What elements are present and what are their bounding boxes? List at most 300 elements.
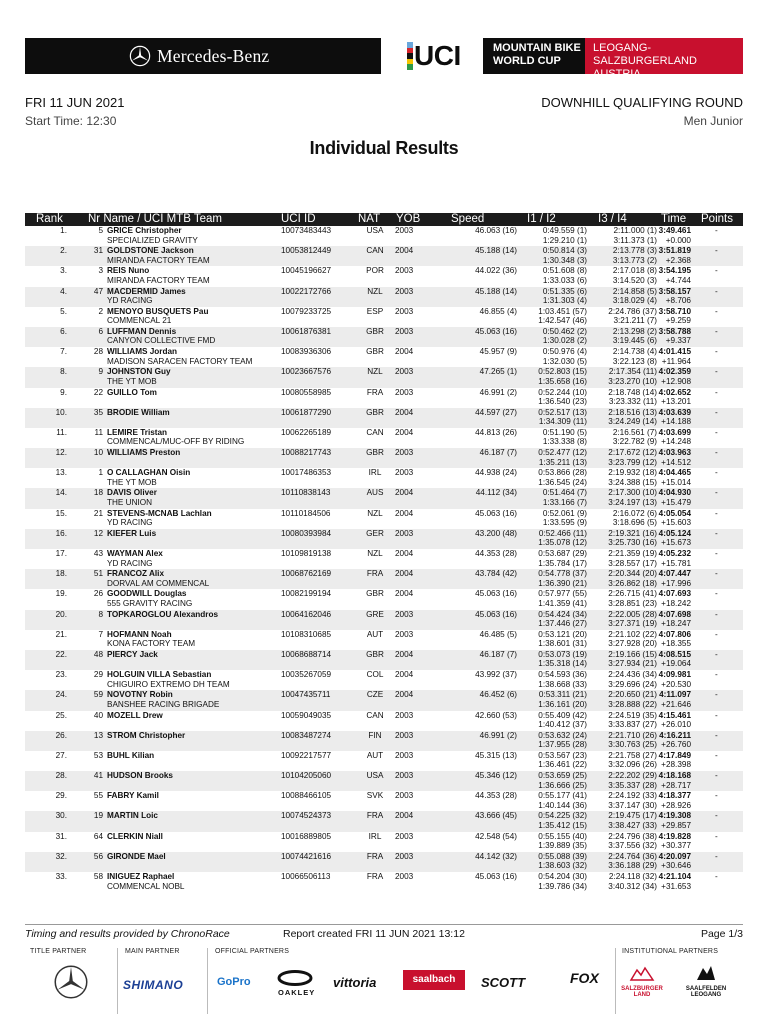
year-of-birth: 2003 <box>395 710 414 720</box>
table-row <box>25 751 743 771</box>
split-i1: 0:55.177 (41) <box>538 791 587 801</box>
finish-time: 3:58.710 <box>658 306 691 316</box>
split-i4: 3:29.696 (24) <box>608 679 657 689</box>
time-gap: +29.857 <box>661 820 691 830</box>
uci-logo <box>381 38 483 74</box>
split-i2: 1:29.210 (1) <box>542 235 587 245</box>
nationality: CAN <box>366 427 384 437</box>
split-i3: 2:24.519 (35) <box>608 710 657 720</box>
table-row <box>25 488 743 508</box>
uci-id: 10062265189 <box>281 427 332 437</box>
points: - <box>715 528 718 538</box>
time-gap: +28.398 <box>661 760 691 770</box>
table-row <box>25 408 743 428</box>
rank-cell: 8. <box>60 367 67 377</box>
col-i3-i4: I3 / I4 <box>598 213 627 225</box>
rank-cell: 15. <box>55 508 67 518</box>
speed: 44.022 (36) <box>475 266 517 276</box>
table-row <box>25 367 743 387</box>
timing-credit: Timing and results provided by ChronoRace <box>25 928 230 940</box>
table-row <box>25 832 743 852</box>
rider-name: CLERKIN Niall <box>107 831 163 841</box>
split-i4: 3:23.332 (11) <box>608 397 657 406</box>
speed: 44.938 (24) <box>475 468 517 478</box>
main-partner-label: MAIN PARTNER <box>125 948 180 955</box>
split-i4: 3:24.388 (15) <box>608 477 657 487</box>
nationality: CAN <box>366 710 384 720</box>
bib-number: 11 <box>94 427 103 437</box>
bib-number: 8 <box>98 609 103 619</box>
team-name: THE UNION <box>107 497 153 507</box>
time-gap: +15.673 <box>661 538 691 548</box>
speed: 45.957 (9) <box>479 347 517 357</box>
mercedes-benz-logo <box>25 38 269 74</box>
speed: 44.813 (26) <box>475 427 517 437</box>
rank-cell: 10. <box>55 407 67 417</box>
split-i4: 3:38.427 (33) <box>608 820 657 830</box>
points: - <box>715 246 718 256</box>
points: - <box>715 791 718 801</box>
rider-name: LEMIRE Tristan <box>107 427 168 437</box>
uci-id: 10083936306 <box>281 347 332 357</box>
split-i3: 2:26.715 (41) <box>608 589 657 599</box>
table-row <box>25 650 743 670</box>
time-gap: +15.479 <box>661 497 691 507</box>
speed: 42.660 (53) <box>475 710 517 720</box>
split-i3: 2:24.786 (37) <box>608 306 657 316</box>
bib-number: 51 <box>93 569 103 579</box>
rider-name: FABRY Kamil <box>107 791 159 801</box>
finish-time: 4:18.168 <box>658 771 691 781</box>
time-gap: +14.248 <box>661 437 691 447</box>
rank-cell: 5. <box>60 306 67 316</box>
split-i3: 2:22.005 (28) <box>608 609 657 619</box>
split-i1: 0:57.977 (55) <box>538 589 587 599</box>
split-i4: 3:19.445 (6) <box>612 336 657 346</box>
split-i4: 3:30.763 (25) <box>608 740 657 750</box>
table-row <box>25 287 743 307</box>
year-of-birth: 2004 <box>395 488 414 498</box>
split-i3: 2:21.758 (27) <box>608 750 657 760</box>
uci-id: 10109819138 <box>281 549 332 558</box>
bib-number: 6 <box>98 326 103 336</box>
split-i1: 0:50.462 (2) <box>542 326 587 336</box>
finish-time: 4:03.639 <box>658 407 691 417</box>
year-of-birth: 2003 <box>395 872 414 881</box>
table-row <box>25 569 743 589</box>
col-nr-name: Nr Name / UCI MTB Team <box>88 213 222 225</box>
year-of-birth: 2004 <box>395 508 414 518</box>
rider-name: HOFMANN Noah <box>107 629 172 639</box>
uci-id: 10016889805 <box>281 831 332 841</box>
team-name: YD RACING <box>107 518 153 528</box>
rider-name: NOVOTNY Robin <box>107 690 173 700</box>
year-of-birth: 2003 <box>395 750 414 760</box>
mercedes-star-logo <box>53 964 89 1000</box>
year-of-birth: 2003 <box>395 448 414 458</box>
nationality: POR <box>366 266 384 276</box>
points: - <box>715 690 718 700</box>
split-i3: 2:24.796 (38) <box>608 831 657 841</box>
split-i4: 3:14.520 (3) <box>612 275 657 285</box>
bib-number: 56 <box>93 851 103 861</box>
points: - <box>715 710 718 720</box>
split-i2: 1:36.540 (23) <box>538 397 587 406</box>
table-row <box>25 246 743 266</box>
bib-number: 40 <box>93 710 103 720</box>
team-name: SPECIALIZED GRAVITY <box>107 235 198 245</box>
col-i1-i2: I1 / I2 <box>527 213 556 225</box>
table-row <box>25 872 743 892</box>
split-i3: 2:20.650 (21) <box>608 690 657 700</box>
team-name: BANSHEE RACING BRIGADE <box>107 699 220 709</box>
speed: 45.063 (16) <box>475 609 517 619</box>
split-i4: 3:27.928 (20) <box>608 639 657 649</box>
bib-number: 59 <box>93 690 103 700</box>
uci-id: 10068688714 <box>281 649 332 659</box>
speed: 46.991 (2) <box>479 387 517 397</box>
split-i2: 1:36.161 (20) <box>538 699 587 709</box>
time-gap: +14.512 <box>661 457 691 467</box>
split-i3: 2:16.561 (7) <box>612 427 657 437</box>
time-gap: +20.530 <box>661 679 691 689</box>
split-i3: 2:14.858 (5) <box>612 286 657 296</box>
split-i4: 3:35.337 (28) <box>608 780 657 790</box>
split-i2: 1:35.078 (12) <box>538 538 587 548</box>
split-i3: 2:19.475 (17) <box>608 811 657 821</box>
top-banner <box>25 38 743 80</box>
rank-cell: 11. <box>56 427 67 437</box>
split-i2: 1:38.601 (31) <box>538 639 587 649</box>
bib-number: 12 <box>93 528 103 538</box>
split-i4: 3:11.373 (1) <box>613 235 657 245</box>
time-gap: +30.646 <box>661 861 691 871</box>
team-name: COMMENCAL 21 <box>107 316 172 326</box>
nationality: AUT <box>366 750 384 760</box>
table-row <box>25 852 743 872</box>
rider-name: GRICE Christopher <box>107 226 182 235</box>
uci-id: 10088217743 <box>281 448 332 458</box>
bib-number: 35 <box>93 407 103 417</box>
rank-cell: 16. <box>55 528 67 538</box>
time-gap: +17.996 <box>661 578 691 588</box>
uci-id: 10061877290 <box>281 407 332 417</box>
team-name: CANYON COLLECTIVE FMD <box>107 336 216 346</box>
rank-cell: 32. <box>55 851 67 861</box>
points: - <box>715 326 718 336</box>
points: - <box>715 750 718 760</box>
finish-time: 4:03.963 <box>658 448 691 458</box>
nationality: COL <box>366 670 384 680</box>
table-row <box>25 428 743 448</box>
split-i2: 1:37.955 (28) <box>538 740 587 750</box>
finish-time: 4:19.828 <box>658 831 691 841</box>
finish-time: 4:17.849 <box>658 750 691 760</box>
uci-id: 10110838143 <box>281 488 331 498</box>
uci-id: 10053812449 <box>281 246 332 256</box>
split-i1: 0:52.477 (12) <box>538 448 587 458</box>
split-i4: 3:18.696 (5) <box>612 518 657 528</box>
oakley-logo: OAKLEY <box>278 988 316 997</box>
year-of-birth: 2003 <box>395 367 414 377</box>
speed: 43.200 (48) <box>475 528 517 538</box>
finish-time: 4:05.054 <box>658 508 691 518</box>
nationality: AUS <box>366 488 384 498</box>
bib-number: 5 <box>98 226 103 235</box>
points: - <box>715 306 718 316</box>
split-i4: 3:28.557 (17) <box>608 558 657 568</box>
points: - <box>715 811 718 821</box>
split-i2: 1:36.390 (21) <box>538 578 587 588</box>
points: - <box>715 488 718 498</box>
rider-name: MOZELL Drew <box>107 710 163 720</box>
time-gap: +0.000 <box>665 235 691 245</box>
points: - <box>715 589 718 599</box>
table-row <box>25 791 743 811</box>
bib-number: 9 <box>98 367 103 377</box>
split-i4: 3:37.556 (32) <box>608 841 657 851</box>
time-gap: +30.377 <box>661 841 691 851</box>
rider-name: BRODIE William <box>107 407 170 417</box>
split-i2: 1:34.309 (11) <box>538 417 587 427</box>
split-i3: 2:21.359 (19) <box>608 549 657 558</box>
split-i4: 3:26.862 (18) <box>608 578 657 588</box>
finish-time: 4:05.232 <box>658 549 691 558</box>
split-i3: 2:24.118 (32) <box>608 872 657 881</box>
rank-cell: 28. <box>55 771 67 781</box>
time-gap: +14.188 <box>661 417 691 427</box>
team-name: MIRANDA FACTORY TEAM <box>107 255 210 265</box>
year-of-birth: 2003 <box>395 226 414 235</box>
split-i3: 2:19.166 (15) <box>608 649 657 659</box>
table-row <box>25 226 743 246</box>
split-i1: 0:52.061 (9) <box>542 508 587 518</box>
uci-id: 10082199194 <box>281 589 332 599</box>
split-i3: 2:24.764 (36) <box>608 851 657 861</box>
uci-id: 10066506113 <box>281 872 331 881</box>
speed: 44.597 (27) <box>475 407 517 417</box>
rider-name: WILLIAMS Jordan <box>107 347 178 357</box>
split-i2: 1:30.028 (2) <box>542 336 587 346</box>
split-i4: 3:33.837 (27) <box>608 720 657 729</box>
nationality: NZL <box>367 549 383 558</box>
split-i2: 1:38.668 (33) <box>538 679 587 689</box>
uci-id: 10108310685 <box>281 629 332 639</box>
bib-number: 58 <box>93 872 103 881</box>
split-i2: 1:33.166 (7) <box>542 497 587 507</box>
saalfelden-leogang-icon <box>693 962 719 984</box>
bib-number: 41 <box>93 771 103 781</box>
nationality: GBR <box>366 326 384 336</box>
time-gap: +26.760 <box>661 740 691 750</box>
year-of-birth: 2004 <box>395 427 414 437</box>
finish-time: 4:07.806 <box>658 629 691 639</box>
split-i3: 2:17.018 (8) <box>612 266 657 276</box>
split-i2: 1:30.348 (3) <box>542 255 587 265</box>
speed: 46.187 (7) <box>479 649 517 659</box>
split-i2: 1:33.338 (8) <box>542 437 587 447</box>
split-i2: 1:36.545 (24) <box>538 477 587 487</box>
rider-name: STEVENS-MCNAB Lachlan <box>107 508 212 518</box>
results-table-body <box>25 226 743 892</box>
split-i1: 0:53.121 (20) <box>538 629 587 639</box>
year-of-birth: 2004 <box>395 347 414 357</box>
split-i3: 2:20.344 (20) <box>608 569 657 579</box>
time-gap: +12.908 <box>661 376 691 386</box>
rank-cell: 26. <box>55 730 67 740</box>
bib-number: 48 <box>93 649 103 659</box>
finish-time: 4:19.308 <box>658 811 691 821</box>
bib-number: 53 <box>93 750 103 760</box>
vittoria-logo: vittoria <box>333 975 377 990</box>
uci-id: 10074524373 <box>281 811 332 821</box>
rider-name: GUILLO Tom <box>107 387 157 397</box>
uci-id: 10059049035 <box>281 710 332 720</box>
nationality: USA <box>366 771 384 781</box>
speed: 45.188 (14) <box>475 286 517 296</box>
rider-name: GOLDSTONE Jackson <box>107 246 194 256</box>
year-of-birth: 2004 <box>395 246 414 256</box>
rider-name: MARTIN Loic <box>107 811 158 821</box>
uci-id: 10092217577 <box>281 750 332 760</box>
world-cup-label: MOUNTAIN BIKE WORLD CUP <box>493 42 581 67</box>
nationality: NZL <box>367 508 383 518</box>
col-rank: Rank <box>36 213 63 225</box>
rank-cell: 17. <box>55 549 67 558</box>
time-gap: +26.010 <box>661 720 691 729</box>
team-name: DORVAL AM COMMENCAL <box>107 578 210 588</box>
team-name: MIRANDA FACTORY TEAM <box>107 275 210 285</box>
speed: 45.315 (13) <box>475 750 517 760</box>
split-i3: 2:13.298 (2) <box>612 326 657 336</box>
rank-cell: 23. <box>55 670 67 680</box>
rider-name: INIGUEZ Raphael <box>107 872 175 881</box>
saalfelden-leogang-logo: SAALFELDEN LEOGANG <box>685 986 727 998</box>
rider-name: REIS Nuno <box>107 266 150 276</box>
year-of-birth: 2004 <box>395 589 414 599</box>
official-partners-label: OFFICIAL PARTNERS <box>215 948 290 955</box>
split-i3: 2:16.072 (6) <box>612 508 657 518</box>
uci-id: 10045196627 <box>281 266 332 276</box>
split-i2: 1:39.786 (34) <box>538 881 587 891</box>
split-i1: 0:53.659 (25) <box>538 771 587 781</box>
partners-strip <box>25 948 743 1018</box>
time-gap: +8.706 <box>665 296 691 306</box>
split-i2: 1:33.033 (6) <box>542 275 587 285</box>
uci-id: 10035267059 <box>281 670 332 680</box>
points: - <box>715 549 718 558</box>
split-i4: 3:13.773 (2) <box>612 255 657 265</box>
split-i2: 1:41.359 (41) <box>538 598 587 608</box>
bib-number: 18 <box>93 488 103 498</box>
rider-name: PIERCY Jack <box>107 649 158 659</box>
rider-name: BUHL Kilian <box>107 750 155 760</box>
rank-cell: 25. <box>55 710 67 720</box>
table-row <box>25 711 743 731</box>
speed: 45.188 (14) <box>475 246 517 256</box>
team-name: THE YT MOB <box>107 477 157 487</box>
split-i1: 0:50.976 (4) <box>542 347 587 357</box>
speed: 45.063 (16) <box>475 326 517 336</box>
split-i4: 3:22.782 (9) <box>612 437 657 447</box>
bib-number: 13 <box>93 730 103 740</box>
year-of-birth: 2003 <box>395 831 414 841</box>
time-gap: +9.259 <box>665 316 691 326</box>
split-i2: 1:35.318 (14) <box>538 659 587 669</box>
points: - <box>715 730 718 740</box>
split-i1: 0:54.778 (37) <box>538 569 587 579</box>
speed: 44.112 (34) <box>475 488 517 498</box>
rank-cell: 30. <box>55 811 67 821</box>
rank-cell: 29. <box>55 791 67 801</box>
uci-id: 10083487274 <box>281 730 332 740</box>
team-name: MADISON SARACEN FACTORY TEAM <box>107 356 253 366</box>
split-i1: 0:53.073 (19) <box>538 649 587 659</box>
bib-number: 2 <box>98 306 103 316</box>
rider-name: LUFFMAN Dennis <box>107 326 177 336</box>
split-i3: 2:17.300 (10) <box>608 488 657 498</box>
time-gap: +15.603 <box>661 518 691 528</box>
split-i2: 1:40.144 (36) <box>538 800 587 810</box>
finish-time: 4:01.415 <box>658 347 691 357</box>
finish-time: 4:07.693 <box>658 589 691 599</box>
finish-time: 4:11.097 <box>659 690 691 700</box>
split-i3: 2:18.516 (13) <box>608 407 657 417</box>
split-i1: 0:54.424 (34) <box>538 609 587 619</box>
round-name: DOWNHILL QUALIFYING ROUND <box>541 95 743 110</box>
year-of-birth: 2003 <box>395 851 414 861</box>
rider-name: DAVIS Oliver <box>107 488 157 498</box>
uci-id: 10061876381 <box>281 326 332 336</box>
rider-name: FRANCOZ Alix <box>107 569 165 579</box>
bib-number: 1 <box>98 468 103 478</box>
split-i1: 0:51.464 (7) <box>542 488 587 498</box>
split-i3: 2:17.672 (12) <box>608 448 657 458</box>
rank-cell: 24. <box>55 690 67 700</box>
time-gap: +9.337 <box>665 336 691 346</box>
split-i2: 1:35.658 (16) <box>538 376 587 386</box>
split-i2: 1:35.784 (17) <box>538 558 587 568</box>
table-row <box>25 327 743 347</box>
time-gap: +11.964 <box>661 356 691 366</box>
institutional-partners-label: INSTITUTIONAL PARTNERS <box>622 948 719 955</box>
finish-time: 4:02.652 <box>658 387 691 397</box>
uci-rainbow-stripes <box>407 42 413 70</box>
points: - <box>715 670 718 680</box>
year-of-birth: 2004 <box>395 649 414 659</box>
uci-id: 10073483443 <box>281 226 332 235</box>
points: - <box>715 448 718 458</box>
points: - <box>715 851 718 861</box>
split-i1: 1:03.451 (57) <box>538 306 587 316</box>
rank-cell: 33. <box>55 872 67 881</box>
col-time: Time <box>661 213 687 225</box>
time-gap: +31.653 <box>661 881 691 891</box>
nationality: FRA <box>366 811 384 821</box>
rank-cell: 1. <box>60 226 67 235</box>
nationality: GBR <box>366 347 384 357</box>
split-i4: 3:28.851 (23) <box>608 598 657 608</box>
speed: 47.265 (1) <box>479 367 517 377</box>
points: - <box>715 649 718 659</box>
split-i3: 2:13.778 (3) <box>612 246 657 256</box>
split-i1: 0:52.466 (11) <box>538 528 587 538</box>
uci-id: 10110184506 <box>281 508 331 518</box>
nationality: GBR <box>366 649 384 659</box>
nationality: FRA <box>366 872 384 881</box>
uci-id: 10104205060 <box>281 771 332 781</box>
rider-name: MENOYO BUSQUETS Pau <box>107 306 209 316</box>
